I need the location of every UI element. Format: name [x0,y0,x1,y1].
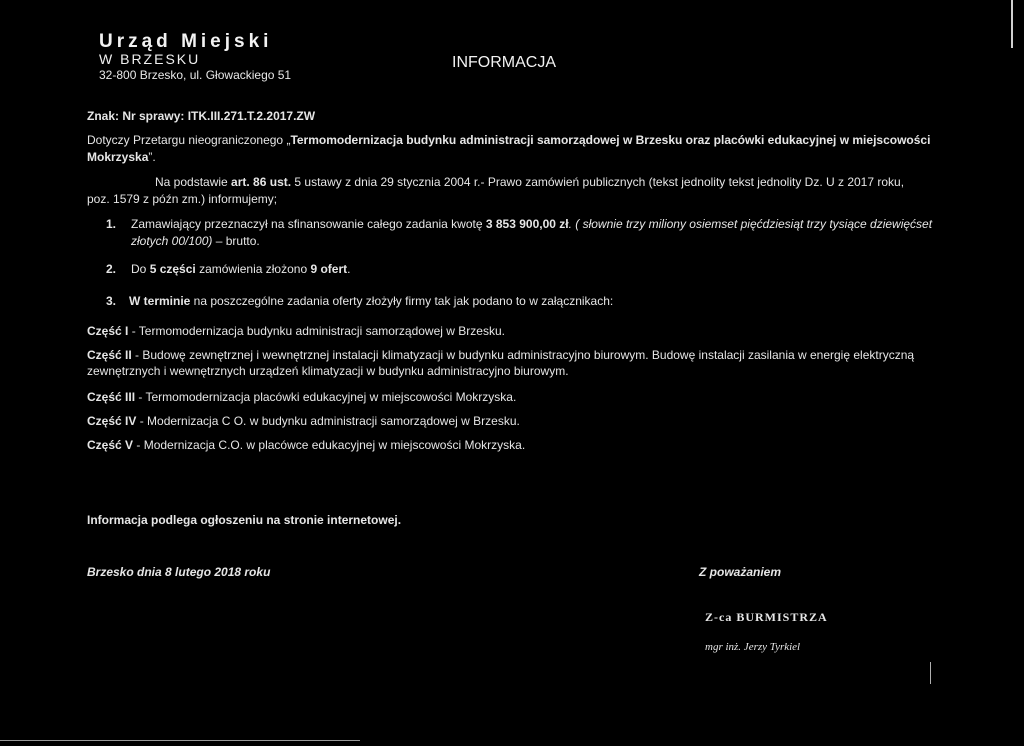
legal-basis-line-2: poz. 1579 z późn zm.) informujemy; [87,192,278,206]
case-reference: Znak: Nr sprawy: ITK.III.271.T.2.2017.ZW [87,109,316,123]
legal-basis-article: art. 86 ust. [231,175,292,189]
org-subtitle: W BRZESKU [99,51,201,67]
closing-regards: Z poważaniem [699,565,782,579]
item-1-amount: 3 853 900,00 zł [485,217,569,231]
legal-basis-prefix: Na podstawie [155,175,232,189]
item-1-amount-words-end: złotych 00/100) [131,234,213,248]
item-1-amount-words: . ( słownie trzy miliony osiemset pięćdziesiąt trzy tysiące dziewięćset [568,217,933,231]
item-1-number: 1. [106,217,117,231]
publication-notice: Informacja podlega ogłoszeniu na stronie internetowej. [87,513,402,527]
item-2-e: . [347,262,351,276]
item-2-c: zamówienia złożono [195,262,311,276]
subject-line-1 [87,133,930,147]
part-4-text: - Modernizacja C O. w budynku administracji samorządowej w Brzesku. [136,414,520,428]
legal-basis-text: 5 ustawy z dnia 29 stycznia 2004 r.- Prawo zamówień publicznych (tekst jednolity tekst jednolity Dz. U z 2017 roku, [291,175,905,189]
org-name: Urząd Miejski [99,31,273,52]
part-1 [87,324,505,338]
part-1-text: - Termomodernizacja budynku administracji samorządowej w Brzesku. [128,324,505,338]
scan-edge-mark [1011,0,1013,48]
item-2-number: 2. [106,262,117,276]
item-3-body: na poszczególne zadania oferty złożyły firmy tak jak podano to w załącznikach: [190,294,614,308]
bottom-rule [0,740,360,741]
part-4 [87,414,520,428]
place-and-date: Brzesko dnia 8 lutego 2018 roku [87,565,271,579]
item-2-text [131,262,351,276]
part-5-label: Część V [87,438,134,452]
subject-title-end: Mokrzyska [87,150,149,164]
item-3-text [129,294,613,308]
document-type-title: INFORMACJA [452,54,556,71]
org-address: 32-800 Brzesko, ul. Głowackiego 51 [99,68,292,82]
part-3 [87,390,516,404]
part-4-label: Część IV [87,414,137,428]
part-1-label: Część I [87,324,129,338]
item-3-number: 3. [106,294,117,308]
part-2-cont: zewnętrznych i wewnętrznych urządzeń klimatyzacji w budynku administracyjno biurowym. [87,364,569,378]
subject-title: Termomodernizacja budynku administracji samorządowej w Brzesku oraz placówki edukacyjnej w miejscowości [290,133,931,147]
item-2-parts: 5 części [149,262,196,276]
part-3-label: Część III [87,390,136,404]
item-2-offers: 9 ofert [310,262,348,276]
part-2 [87,348,914,362]
subject-lead: Dotyczy Przetargu nieograniczonego „ [87,133,291,147]
subject-tail: ”. [148,150,156,164]
item-1-line-2 [131,234,260,248]
item-1-brutto: – brutto. [212,234,260,248]
part-5-text: - Modernizacja C.O. w placówce edukacyjnej w miejscowości Mokrzyska. [133,438,526,452]
signature-role: Z-ca BURMISTRZA [705,610,828,624]
item-1-line-1 [131,217,932,231]
item-2-a: Do [131,262,150,276]
part-5 [87,438,525,452]
item-1-text: Zamawiający przeznaczył na sfinansowanie całego zadania kwotę [131,217,486,231]
legal-basis-line-1 [155,175,904,189]
item-3-bold: W terminie [129,294,191,308]
scan-mark [930,662,931,684]
part-2-text: - Budowę zewnętrznej i wewnętrznej instalacji klimatyzacji w budynku administracyjno biurowym. Budowę instalacji zasilania w energię elektryczną [131,348,915,362]
part-2-label: Część II [87,348,132,362]
subject-line-2 [87,150,156,164]
part-3-text: - Termomodernizacja placówki edukacyjnej w miejscowości Mokrzyska. [135,390,517,404]
signature-name: mgr inż. Jerzy Tyrkiel [705,641,801,653]
